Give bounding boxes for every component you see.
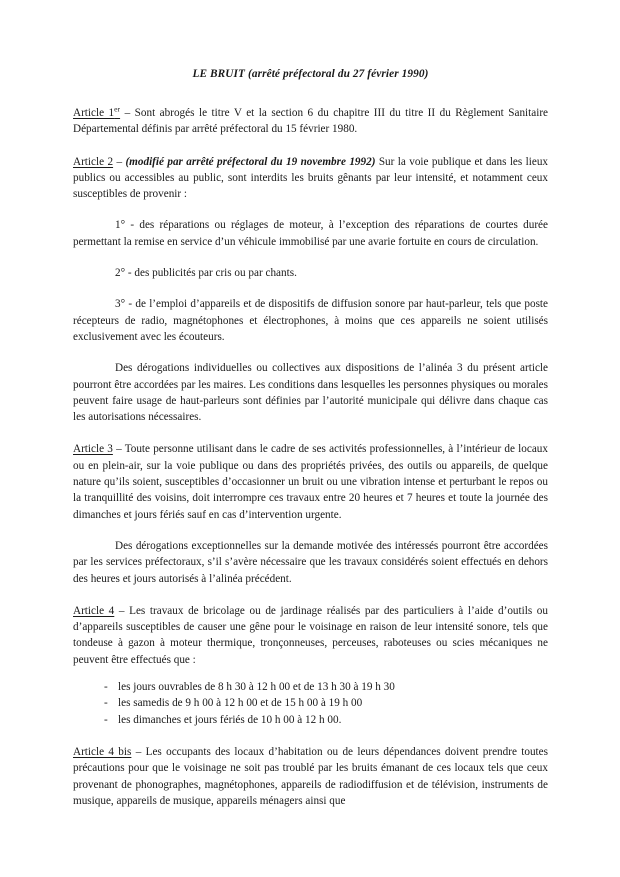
list-bullet-dash: -	[104, 713, 108, 726]
article-4-label: Article 4	[73, 604, 115, 617]
article-4-bis-dash: –	[131, 745, 146, 758]
article-2-derogation-paragraph: Des dérogations individuelles ou collectives aux dispositions de l’alinéa 3 du présent article pourront être accordées par les maires. Les conditions dans lesquelles les personnes physiques ou morales peuvent faire usage de haut-parleurs sont définies par l’autorité municipale qui délivre dans chaque cas les autorisations nécessaires.	[73, 362, 548, 424]
article-2-item-1: 1° - des réparations ou réglages de moteur, à l’exception des réparations de courtes durée permettant la remise en service d’un véhicule immobilisé par une avarie fortuite en cours de circulation.	[73, 219, 548, 248]
article-2-body: Sur la voie publique et dans les lieux publics ou accessibles au public, sont interdits les bruits gênants par leur intensité, et notamment ceux susceptibles de provenir :	[73, 155, 549, 201]
article-2-label: Article 2	[73, 155, 114, 168]
article-2-item-2: 2° - des publicités par cris ou par chants.	[115, 267, 297, 280]
article-3-label: Article 3	[73, 443, 113, 456]
article-1-body: Sont abrogés le titre V et la section 6 du chapitre III du titre II du Règlement Sanitaire Départemental définis par arrêté préfectoral du 15 février 1980.	[73, 107, 549, 136]
article-2-paragraph	[73, 154, 548, 203]
article-1-label: Article 1er	[73, 104, 121, 119]
list-item	[73, 695, 548, 711]
article-1-dash: –	[120, 107, 135, 119]
page-title: LE BRUIT (arrêté préfectoral du 27 février 1990)	[192, 68, 429, 80]
article-1-paragraph	[73, 105, 548, 138]
article-2-item-3: 3° - de l’emploi d’appareils et de dispositifs de diffusion sonore par haut-parleur, tels que poste récepteurs de radio, magnétophones et électrophones, à moins que ces appareils ne soient utilisés exclusivement avec les écouteurs.	[73, 298, 548, 343]
article-4-bis-paragraph	[73, 744, 548, 809]
list-item-label: les dimanches et jours fériés de 10 h 00 à 12 h 00.	[118, 713, 342, 726]
article-4-dash: –	[114, 604, 130, 617]
article-4-schedule-list	[73, 679, 548, 728]
article-3-paragraph	[73, 441, 548, 522]
list-item-label: les samedis de 9 h 00 à 12 h 00 et de 15 h 00 à 19 h 00	[118, 697, 363, 710]
article-4-paragraph	[73, 603, 548, 668]
article-3-body: Toute personne utilisant dans le cadre de ses activités professionnelles, à l’intérieur de locaux ou en plein-air, sur la voie publique ou dans des propriétés privées, des outils ou appareils, de quelque nature qu’ils soient, susceptibles d’occasionner un bruit ou une vibration intense et perturbant le repos ou la tranquillité des voisins, doit interrompre ces travaux entre 20 heures et 7 heures et toute la journée des dimanches et jours fériés sauf en cas d’intervention urgente.	[73, 443, 548, 521]
list-item	[73, 679, 548, 695]
article-3-derogation-paragraph: Des dérogations exceptionnelles sur la demande motivée des intéressés pourront être accordées par les services préfectoraux, s’il s’avère nécessaire que les travaux considérés soient effectués en dehors des heures et jours autorisés à l’alinéa précédent.	[73, 539, 548, 585]
list-item-label: les jours ouvrables de 8 h 30 à 12 h 00 et de 13 h 30 à 19 h 30	[118, 681, 395, 694]
article-4-bis-body: Les occupants des locaux d’habitation ou de leurs dépendances doivent prendre toutes précautions pour que le voisinage ne soit pas troublé par les bruits émanant de ces locaux tels que ceux provenant de phonographes, magnétophones, appareils de radiodiffusion et de télévision, instruments de musique, appareils de musique, appareils ménagers ainsi que	[73, 745, 548, 807]
article-2-dash: –	[113, 155, 126, 168]
article-4-body: Les travaux de bricolage ou de jardinage réalisés par des particuliers à l’aide d’outils ou d’appareils susceptibles de causer une gêne pour le voisinage en raison de leur intensité sonore, tels que tondeuse à gazon à moteur thermique, tronçonneuses, perceuses, raboteuses ou scies mécaniques ne peuvent être effectués que :	[73, 604, 548, 666]
article-2-modifier: (modifié par arrêté préfectoral du 19 novembre 1992)	[125, 155, 376, 168]
article-1-superscript: er	[114, 104, 121, 114]
article-4-bis-label: Article 4 bis	[73, 745, 132, 758]
list-item	[73, 712, 548, 728]
article-3-dash: –	[112, 443, 125, 456]
list-bullet-dash: -	[104, 681, 108, 694]
list-bullet-dash: -	[104, 697, 108, 710]
